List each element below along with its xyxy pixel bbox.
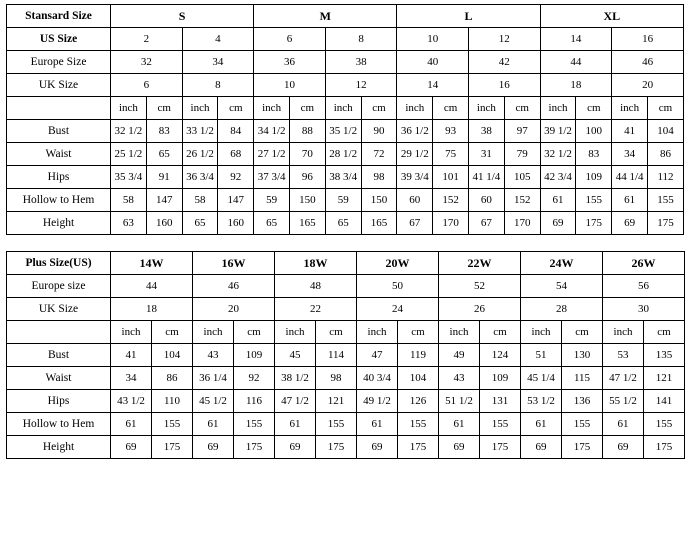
cell: 38 1/2 [275, 367, 316, 390]
cell: 121 [316, 390, 357, 413]
cell: 65 [254, 212, 290, 235]
table1-us-size-row [7, 28, 684, 51]
cell: 20 [193, 298, 275, 321]
cell: 63 [111, 212, 147, 235]
cell: 12 [469, 28, 541, 51]
cell: 68 [218, 143, 254, 166]
cell: 47 1/2 [275, 390, 316, 413]
cell: 10 [254, 74, 326, 97]
cell: 39 1/2 [540, 120, 576, 143]
cell: 32 1/2 [540, 143, 576, 166]
table1-waist-row [7, 143, 684, 166]
row-label-height: Height [7, 212, 111, 235]
row-label-hips: Hips [7, 166, 111, 189]
table2-title: Plus Size(US) [7, 252, 111, 275]
cell: 45 1/4 [521, 367, 562, 390]
unit-cell: cm [576, 97, 612, 120]
cell: 175 [648, 212, 684, 235]
unit-cell: inch [325, 97, 361, 120]
table2-group-20w: 20W [357, 252, 439, 275]
unit-cell: inch [254, 97, 290, 120]
cell: 93 [433, 120, 469, 143]
cell: 92 [218, 166, 254, 189]
cell: 26 [439, 298, 521, 321]
row-label-uk-size: UK Size [7, 298, 111, 321]
cell: 10 [397, 28, 469, 51]
cell: 18 [111, 298, 193, 321]
unit-row-label [7, 97, 111, 120]
cell: 70 [290, 143, 326, 166]
cell: 36 1/2 [397, 120, 433, 143]
cell: 40 3/4 [357, 367, 398, 390]
cell: 22 [275, 298, 357, 321]
table2-group-22w: 22W [439, 252, 521, 275]
cell: 136 [562, 390, 603, 413]
cell: 18 [540, 74, 612, 97]
cell: 46 [612, 51, 684, 74]
cell: 40 [397, 51, 469, 74]
unit-cell: cm [152, 321, 193, 344]
cell: 88 [290, 120, 326, 143]
table1-hips-row [7, 166, 684, 189]
standard-size-table [6, 4, 684, 235]
cell: 69 [111, 436, 152, 459]
cell: 46 [193, 275, 275, 298]
cell: 165 [290, 212, 326, 235]
unit-cell: cm [146, 97, 182, 120]
cell: 26 1/2 [182, 143, 218, 166]
table1-unit-row [7, 97, 684, 120]
unit-cell: cm [480, 321, 521, 344]
table2-hips-row [7, 390, 685, 413]
cell: 160 [146, 212, 182, 235]
cell: 54 [521, 275, 603, 298]
cell: 152 [504, 189, 540, 212]
row-label-height: Height [7, 436, 111, 459]
cell: 6 [254, 28, 326, 51]
unit-cell: cm [644, 321, 685, 344]
cell: 175 [398, 436, 439, 459]
table2-unit-row [7, 321, 685, 344]
cell: 35 1/2 [325, 120, 361, 143]
cell: 41 1/4 [469, 166, 505, 189]
row-label-uk-size: UK Size [7, 74, 111, 97]
cell: 155 [644, 413, 685, 436]
cell: 58 [182, 189, 218, 212]
unit-cell: inch [540, 97, 576, 120]
cell: 29 1/2 [397, 143, 433, 166]
cell: 60 [397, 189, 433, 212]
table1-uk-size-row [7, 74, 684, 97]
unit-row-label [7, 321, 111, 344]
cell: 59 [325, 189, 361, 212]
cell: 36 3/4 [182, 166, 218, 189]
unit-cell: cm [504, 97, 540, 120]
cell: 48 [275, 275, 357, 298]
row-label-hollow-to-hem: Hollow to Hem [7, 189, 111, 212]
cell: 14 [540, 28, 612, 51]
table2-group-26w: 26W [603, 252, 685, 275]
cell: 175 [480, 436, 521, 459]
cell: 31 [469, 143, 505, 166]
cell: 65 [146, 143, 182, 166]
cell: 27 1/2 [254, 143, 290, 166]
cell: 38 [469, 120, 505, 143]
table2-waist-row [7, 367, 685, 390]
cell: 69 [603, 436, 644, 459]
cell: 160 [218, 212, 254, 235]
cell: 44 [540, 51, 612, 74]
unit-cell: cm [361, 97, 397, 120]
cell: 20 [612, 74, 684, 97]
cell: 90 [361, 120, 397, 143]
cell: 45 [275, 344, 316, 367]
cell: 98 [316, 367, 357, 390]
table1-group-l: L [397, 5, 540, 28]
cell: 37 3/4 [254, 166, 290, 189]
table2-uk-size-row [7, 298, 685, 321]
cell: 16 [612, 28, 684, 51]
table1-header-row [7, 5, 684, 28]
unit-cell: cm [562, 321, 603, 344]
cell: 147 [146, 189, 182, 212]
cell: 61 [612, 189, 648, 212]
cell: 6 [111, 74, 183, 97]
cell: 69 [275, 436, 316, 459]
cell: 16 [469, 74, 541, 97]
table2-header-row [7, 252, 685, 275]
cell: 110 [152, 390, 193, 413]
cell: 34 1/2 [254, 120, 290, 143]
cell: 65 [182, 212, 218, 235]
cell: 104 [648, 120, 684, 143]
cell: 53 [603, 344, 644, 367]
cell: 36 1/4 [193, 367, 234, 390]
cell: 155 [316, 413, 357, 436]
cell: 49 1/2 [357, 390, 398, 413]
cell: 61 [540, 189, 576, 212]
cell: 8 [325, 28, 397, 51]
cell: 43 [439, 367, 480, 390]
unit-cell: inch [275, 321, 316, 344]
cell: 155 [648, 189, 684, 212]
cell: 104 [152, 344, 193, 367]
cell: 60 [469, 189, 505, 212]
row-label-bust: Bust [7, 344, 111, 367]
cell: 14 [397, 74, 469, 97]
table2-europe-size-row [7, 275, 685, 298]
unit-cell: inch [612, 97, 648, 120]
unit-cell: inch [111, 321, 152, 344]
cell: 61 [357, 413, 398, 436]
cell: 83 [576, 143, 612, 166]
table2-group-24w: 24W [521, 252, 603, 275]
table1-group-m: M [254, 5, 397, 28]
row-label-hollow-to-hem: Hollow to Hem [7, 413, 111, 436]
cell: 150 [361, 189, 397, 212]
table2-height-row [7, 436, 685, 459]
cell: 86 [648, 143, 684, 166]
cell: 155 [576, 189, 612, 212]
cell: 58 [111, 189, 147, 212]
cell: 75 [433, 143, 469, 166]
cell: 155 [152, 413, 193, 436]
unit-cell: cm [316, 321, 357, 344]
table2-hollow-to-hem-row [7, 413, 685, 436]
cell: 42 [469, 51, 541, 74]
unit-cell: cm [433, 97, 469, 120]
cell: 61 [193, 413, 234, 436]
cell: 98 [361, 166, 397, 189]
cell: 12 [325, 74, 397, 97]
cell: 38 [325, 51, 397, 74]
cell: 67 [469, 212, 505, 235]
table1-title: Stansard Size [7, 5, 111, 28]
cell: 32 [111, 51, 183, 74]
cell: 175 [562, 436, 603, 459]
cell: 24 [357, 298, 439, 321]
cell: 116 [234, 390, 275, 413]
cell: 38 3/4 [325, 166, 361, 189]
cell: 175 [234, 436, 275, 459]
unit-cell: cm [398, 321, 439, 344]
cell: 175 [152, 436, 193, 459]
cell: 97 [504, 120, 540, 143]
row-label-europe-size: Europe size [7, 275, 111, 298]
unit-cell: cm [234, 321, 275, 344]
cell: 115 [562, 367, 603, 390]
cell: 43 [193, 344, 234, 367]
unit-cell: inch [439, 321, 480, 344]
cell: 69 [540, 212, 576, 235]
cell: 43 1/2 [111, 390, 152, 413]
cell: 69 [612, 212, 648, 235]
cell: 34 [182, 51, 254, 74]
cell: 109 [480, 367, 521, 390]
cell: 121 [644, 367, 685, 390]
cell: 61 [603, 413, 644, 436]
cell: 112 [648, 166, 684, 189]
row-label-us-size: US Size [7, 28, 111, 51]
unit-cell: inch [193, 321, 234, 344]
cell: 4 [182, 28, 254, 51]
cell: 92 [234, 367, 275, 390]
cell: 32 1/2 [111, 120, 147, 143]
cell: 155 [562, 413, 603, 436]
cell: 72 [361, 143, 397, 166]
unit-cell: inch [182, 97, 218, 120]
unit-cell: inch [111, 97, 147, 120]
cell: 104 [398, 367, 439, 390]
cell: 165 [361, 212, 397, 235]
cell: 96 [290, 166, 326, 189]
cell: 155 [480, 413, 521, 436]
cell: 51 1/2 [439, 390, 480, 413]
cell: 50 [357, 275, 439, 298]
cell: 59 [254, 189, 290, 212]
cell: 61 [521, 413, 562, 436]
cell: 36 [254, 51, 326, 74]
row-label-waist: Waist [7, 143, 111, 166]
cell: 2 [111, 28, 183, 51]
table2-bust-row [7, 344, 685, 367]
cell: 67 [397, 212, 433, 235]
cell: 105 [504, 166, 540, 189]
cell: 61 [275, 413, 316, 436]
cell: 155 [398, 413, 439, 436]
row-label-waist: Waist [7, 367, 111, 390]
row-label-hips: Hips [7, 390, 111, 413]
cell: 69 [193, 436, 234, 459]
cell: 53 1/2 [521, 390, 562, 413]
cell: 44 1/4 [612, 166, 648, 189]
cell: 100 [576, 120, 612, 143]
cell: 124 [480, 344, 521, 367]
cell: 41 [612, 120, 648, 143]
cell: 33 1/2 [182, 120, 218, 143]
cell: 49 [439, 344, 480, 367]
cell: 114 [316, 344, 357, 367]
cell: 119 [398, 344, 439, 367]
cell: 69 [357, 436, 398, 459]
cell: 28 1/2 [325, 143, 361, 166]
row-label-europe-size: Europe Size [7, 51, 111, 74]
cell: 25 1/2 [111, 143, 147, 166]
cell: 61 [111, 413, 152, 436]
cell: 141 [644, 390, 685, 413]
cell: 83 [146, 120, 182, 143]
row-label-bust: Bust [7, 120, 111, 143]
cell: 130 [562, 344, 603, 367]
cell: 155 [234, 413, 275, 436]
table2-group-14w: 14W [111, 252, 193, 275]
cell: 126 [398, 390, 439, 413]
cell: 101 [433, 166, 469, 189]
cell: 109 [576, 166, 612, 189]
cell: 175 [644, 436, 685, 459]
cell: 147 [218, 189, 254, 212]
unit-cell: inch [357, 321, 398, 344]
cell: 44 [111, 275, 193, 298]
cell: 152 [433, 189, 469, 212]
table1-group-s: S [111, 5, 254, 28]
cell: 41 [111, 344, 152, 367]
table2-group-18w: 18W [275, 252, 357, 275]
unit-cell: inch [397, 97, 433, 120]
cell: 56 [603, 275, 685, 298]
cell: 69 [439, 436, 480, 459]
cell: 45 1/2 [193, 390, 234, 413]
cell: 91 [146, 166, 182, 189]
cell: 8 [182, 74, 254, 97]
cell: 109 [234, 344, 275, 367]
cell: 35 3/4 [111, 166, 147, 189]
cell: 34 [612, 143, 648, 166]
cell: 131 [480, 390, 521, 413]
cell: 65 [325, 212, 361, 235]
cell: 47 1/2 [603, 367, 644, 390]
cell: 175 [576, 212, 612, 235]
unit-cell: inch [469, 97, 505, 120]
cell: 42 3/4 [540, 166, 576, 189]
table2-group-16w: 16W [193, 252, 275, 275]
cell: 135 [644, 344, 685, 367]
cell: 79 [504, 143, 540, 166]
table1-hollow-to-hem-row [7, 189, 684, 212]
cell: 55 1/2 [603, 390, 644, 413]
unit-cell: cm [648, 97, 684, 120]
cell: 30 [603, 298, 685, 321]
cell: 52 [439, 275, 521, 298]
cell: 170 [433, 212, 469, 235]
cell: 39 3/4 [397, 166, 433, 189]
cell: 69 [521, 436, 562, 459]
cell: 28 [521, 298, 603, 321]
cell: 175 [316, 436, 357, 459]
unit-cell: inch [521, 321, 562, 344]
table1-group-xl: XL [540, 5, 683, 28]
cell: 34 [111, 367, 152, 390]
cell: 51 [521, 344, 562, 367]
cell: 170 [504, 212, 540, 235]
table1-europe-size-row [7, 51, 684, 74]
cell: 150 [290, 189, 326, 212]
unit-cell: inch [603, 321, 644, 344]
plus-size-table [6, 251, 685, 459]
cell: 84 [218, 120, 254, 143]
unit-cell: cm [290, 97, 326, 120]
cell: 61 [439, 413, 480, 436]
table1-height-row [7, 212, 684, 235]
cell: 86 [152, 367, 193, 390]
unit-cell: cm [218, 97, 254, 120]
table1-bust-row [7, 120, 684, 143]
cell: 47 [357, 344, 398, 367]
table-divider [6, 235, 684, 251]
